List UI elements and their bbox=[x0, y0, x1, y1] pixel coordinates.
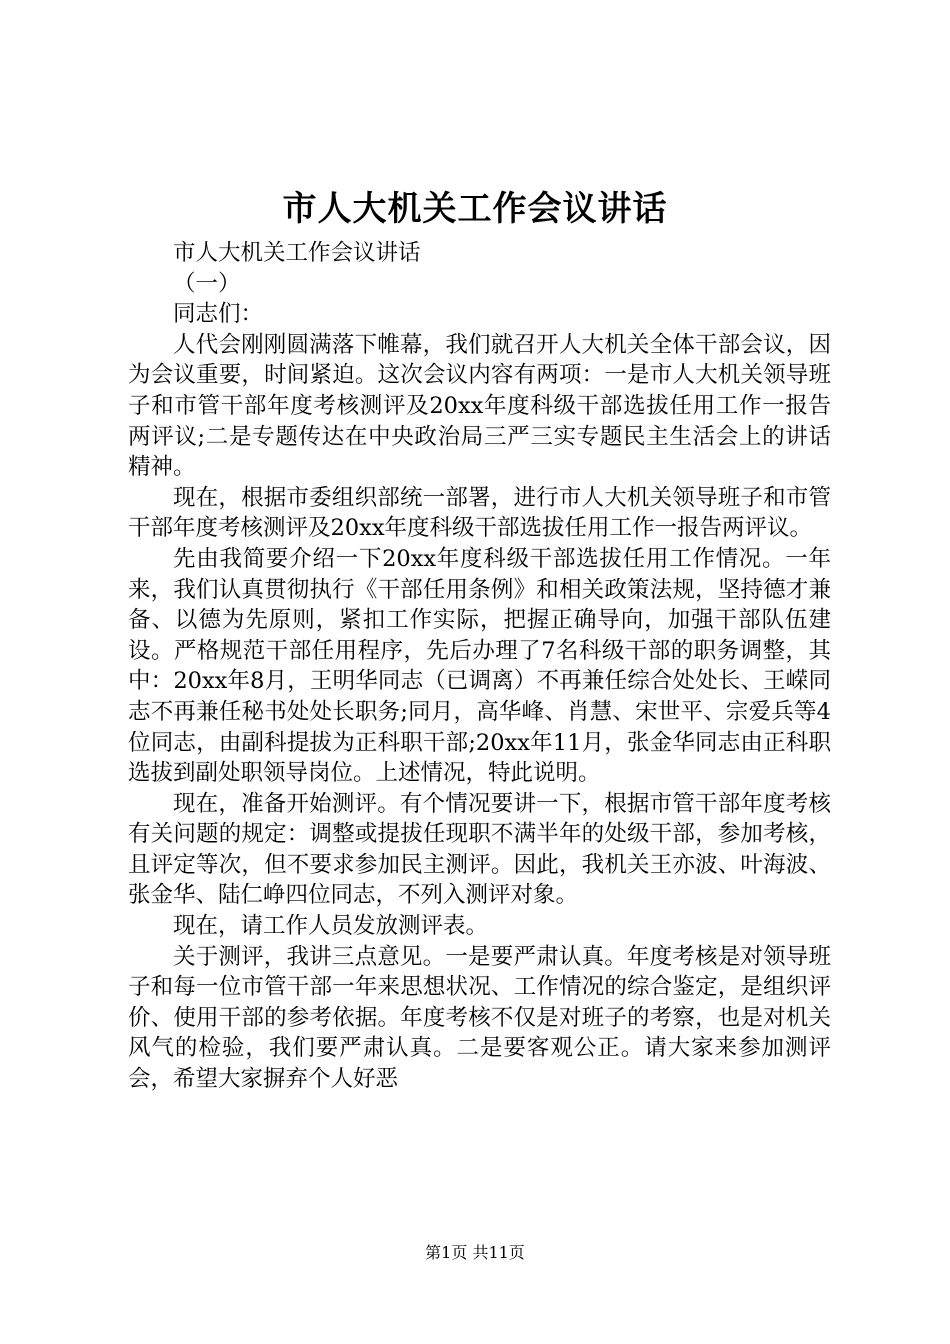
paragraph: 人代会刚刚圆满落下帷幕，我们就召开人大机关全体干部会议，因为会议重要，时间紧迫。这次会议内容有两项：一是市人大机关领导班子和市管干部年度考核测评及20xx年度科级干部选拔任用工作一报告两评议;二是专题传达在中央政治局三严三实专题民主生活会上的讲话精神。 bbox=[128, 331, 831, 481]
document-title: 市人大机关工作会议讲话 bbox=[282, 189, 668, 229]
paragraph: 关于测评，我讲三点意见。一是要严肃认真。年度考核是对领导班子和每一位市管干部一年来思想状况、工作情况的综合鉴定，是组织评价、使用干部的参考依据。年度考核不仅是对班子的考察，也是对机关风气的检验，我们要严肃认真。二是要客观公正。请大家来参加测评会，希望大家摒弃个人好恶 bbox=[128, 943, 831, 1093]
paragraph-subtitle: 市人大机关工作会议讲话 bbox=[173, 240, 421, 266]
paragraph: 先由我简要介绍一下20xx年度科级干部选拔任用工作情况。一年来，我们认真贯彻执行《干部任用条例》和相关政策法规，坚持德才兼备、以德为先原则，紧扣工作实际，把握正确导向，加强干部队伍建设。严格规范干部任用程序，先后办理了7名科级干部的职务调整，其中：20xx年8月，王明华同志（已调离）不再兼任综合处处长、王嵘同志不再兼任秘书处处长职务;同月，高华峰、肖慧、宋世平、宗爱兵等4位同志，由副科提拔为正科职干部;20xx年11月，张金华同志由正科职选拔到副处职领导岗位。上述情况，特此说明。 bbox=[128, 545, 831, 787]
paragraph-salutation: 同志们： bbox=[173, 301, 264, 328]
paragraph: 现在，准备开始测评。有个情况要讲一下，根据市管干部年度考核有关问题的规定：调整或提拔任现职不满半年的处级干部，参加考核，且评定等次，但不要求参加民主测评。因此，我机关王亦波、叶海波、张金华、陆仁峥四位同志，不列入测评对象。 bbox=[128, 790, 831, 909]
document-body bbox=[128, 238, 831, 1095]
paragraph: 现在，根据市委组织部统一部署，进行市人大机关领导班子和市管干部年度考核测评及20xx年度科级干部选拔任用工作一报告两评议。 bbox=[128, 484, 831, 542]
page-footer: 第1页 共11页 bbox=[425, 1243, 525, 1262]
paragraph-section-number: （一） bbox=[173, 270, 241, 297]
paragraph: 现在，请工作人员发放测评表。 bbox=[173, 913, 489, 940]
